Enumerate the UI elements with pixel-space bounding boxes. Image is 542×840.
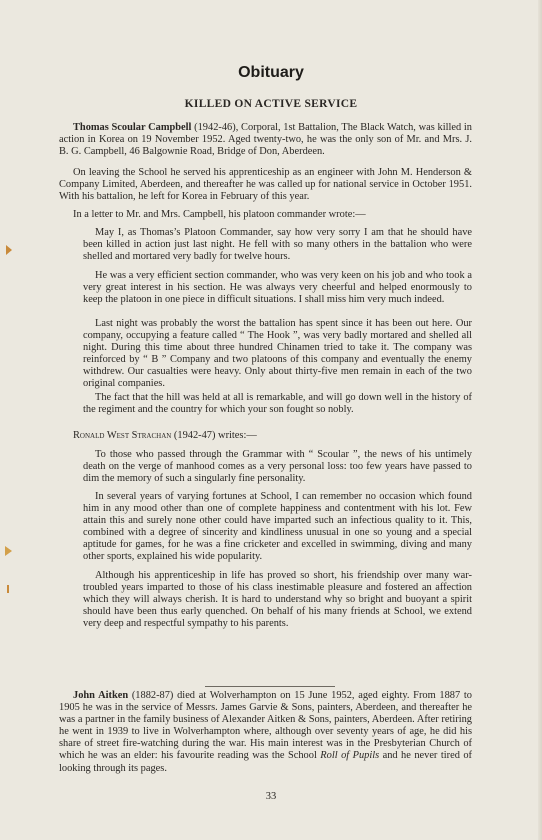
campbell-name: Thomas Scoular Campbell xyxy=(73,122,192,133)
section-divider xyxy=(205,686,335,687)
letter-intro: In a letter to Mr. and Mrs. Campbell, his platoon commander wrote:— xyxy=(73,209,366,220)
campbell-intro-text: (1942-46), Corporal, 1st Battalion, The Black Watch, was killed in action in Korea on 19 November 1952. Aged twenty-two, he was the only son of Mr. and Mrs. J. B. G. Campbell, 46 Balgownie Road, Bridge of Don, Aberdeen. xyxy=(59,122,472,158)
tribute-paragraph: Although his apprenticeship in life has proved so short, his friendship over many war-troubled years imparted to those of his class inestimable pleasure and fostered an affection which they will always cherish. It is hard to understand why so bright and buoyant a spirit should have been thus early quenched. On behalf of his many friends at School, we extend very deep and respectful sympathy to his parents. xyxy=(83,570,472,630)
page-heading: Obituary xyxy=(238,64,304,81)
campbell-career: On leaving the School he served his apprenticeship as an engineer with John M. Henderson & Company Limited, Aberdeen, and thereafter he was called up for national service in October 1951. With his battalion, he left for Korea in February of this year. xyxy=(59,167,472,203)
letter-paragraph: Last night was probably the worst the battalion has spent since it has been out here. Our company, occupying a feature called “ The Hook ”, was very badly mortared and shelled all night. During this time about three hundred Chinamen tried to take it. The company was reinforced by “ B ” Company and two platoons of this company and eventually the enemy withdrew. Our casualties were heavy. Only about thirty-five men remain in each of the two original companies. xyxy=(83,318,472,390)
letter-paragraph: May I, as Thomas’s Platoon Commander, say how very sorry I am that he should have been killed in action just last night. He fell with so many others in the battalion who were shelled and mortared very badly for twelve hours. xyxy=(83,227,472,263)
margin-mark xyxy=(6,245,12,255)
section-heading: KILLED ON ACTIVE SERVICE xyxy=(184,98,358,110)
aitken-entry xyxy=(59,690,472,775)
tribute-writer-rest: (1942-47) writes:— xyxy=(171,430,257,441)
aitken-tail: and he never tired of looking through its pages. xyxy=(59,750,472,774)
letter-paragraph: The fact that the hill was held at all is remarkable, and will go down well in the history of the regiment and the country for which your son fought so nobly. xyxy=(83,392,472,416)
tribute-writer-name: Ronald West Strachan xyxy=(73,430,172,441)
tribute-writer xyxy=(59,430,472,442)
campbell-intro xyxy=(59,122,472,158)
page-edge xyxy=(538,0,542,840)
margin-mark xyxy=(7,585,9,593)
tribute-paragraph: To those who passed through the Grammar with “ Scoular ”, the news of his untimely death on the verge of manhood comes as a very personal loss: too few years have passed to dim the memory of such a singularly fine personality. xyxy=(83,449,472,485)
tribute-paragraph: In several years of varying fortunes at School, I can remember no occasion which found him in any mood other than one of complete happiness and contentment with his lot. Few attain this and surely none other could have imparted such an infectious quality to it. This, combined with a degree of sincerity and kindliness unusual in one so young and a special aptitude for games, for he was a fine cricketer and excelled in swimming, diving and many other sports, explained his wide popularity. xyxy=(83,491,472,563)
aitken-text: (1882-87) died at Wolverhampton on 15 June 1952, aged eighty. From 1887 to 1905 he was in the service of Messrs. James Garvie & Sons, painters, Aberdeen, and thereafter he was a partner in the family business of Alexander Aitken & Sons, painters, Aberdeen. After retiring he went in 1939 to live in Wolverhampton where, although over seventy years of age, he did his share of street fire-watching during the war. His main interest was in the Presbyterian Church of which he was an elder: his favourite reading was the School xyxy=(59,690,472,762)
aitken-name: John Aitken xyxy=(73,690,129,701)
aitken-italic-title: Roll of Pupils xyxy=(320,750,380,762)
page-number: 33 xyxy=(265,791,277,802)
margin-mark xyxy=(5,546,12,556)
letter-paragraph: He was a very efficient section commander, who was very keen on his job and who took a very great interest in his section. He was always very cheerful and helped enormously to keep the platoon in one piece in difficult situations. I shall miss him very much indeed. xyxy=(83,270,472,306)
